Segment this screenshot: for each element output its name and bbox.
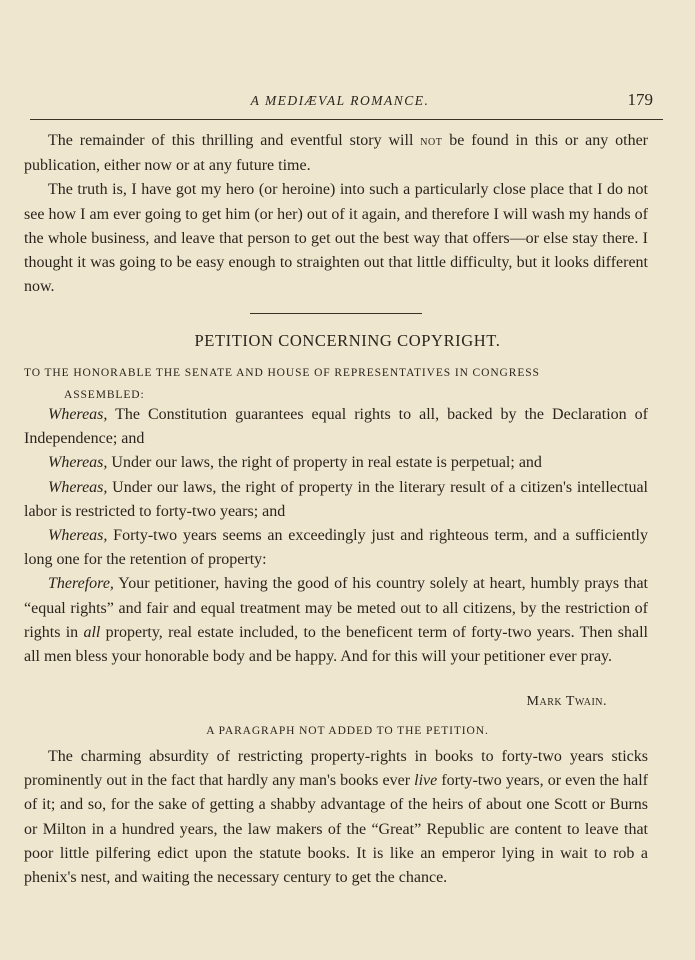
whereas-paragraph-4: Whereas, Forty-two years seems an exceedingly just and righteous term, and a sufficiently long one for the retention of property:: [24, 527, 648, 569]
page-header: [0, 92, 695, 114]
address-line-2: ASSEMBLED:: [64, 389, 145, 401]
whereas-paragraph-2: Whereas, Under our laws, the right of property in real estate is perpetual; and: [48, 454, 542, 472]
petition-address: [24, 362, 648, 406]
signature: Mark Twain.: [526, 694, 607, 709]
afterword-subhead: A PARAGRAPH NOT ADDED TO THE PETITION.: [206, 725, 489, 737]
afterword-paragraph: The charming absurdity of restricting property-rights in books to forty-two years sticks prominently out in the fact that hardly any man's books ever live forty-two years, or even the half of it; and so, for the sake of getting a shabby advantage of the heirs of about one Scott or Burns or Milton in a hundred years, the law makers of the “Great” Republic are content to leave that poor little pilfering edict upon the statute books. It is like an emperor lying in wait to rob a phenix's nest, and waiting the necessary century to get the chance.: [24, 748, 648, 887]
whereas-paragraph-3: Whereas, Under our laws, the right of property in the literary result of a citizen's intellectual labor is restricted to forty-two years; and: [24, 478, 648, 520]
whereas-paragraph-1: Whereas, The Constitution guarantees equal rights to all, backed by the Declaration of Independence; and: [24, 406, 648, 448]
address-line-1: TO THE HONORABLE THE SENATE AND HOUSE OF REPRESENTATIVES IN CONGRESS: [24, 367, 540, 379]
romance-paragraph-2: The truth is, I have got my hero (or heroine) into such a particularly close place that I do not see how I am ever going to get him (or her) out of it again, and therefore I will wash my hands of the whole business, and leave that person to get out the best way that offers—or else stay there. I thought it was going to be easy enough to straighten out that little difficulty, but it looks different now.: [24, 181, 648, 296]
header-rule: [30, 119, 663, 120]
romance-paragraph-1: The remainder of this thrilling and eventful story will not be found in this or any other publication, either now or at any future time.: [24, 132, 648, 175]
afterword-body: [24, 745, 648, 890]
running-head: A MEDIÆVAL ROMANCE.: [250, 93, 430, 108]
section-divider: [250, 313, 422, 314]
petition-body: [24, 403, 648, 669]
emphasis-not: not: [420, 134, 443, 149]
therefore-paragraph: Therefore, Your petitioner, having the good of his country solely at heart, humbly prays that “equal rights” and fair and equal treatment may be meted out to all citizens, by the restriction of rights in all property, real estate included, to the beneficent term of forty-two years. Then shall all men bless your honorable body and be happy. And for this will your petitioner ever pray.: [24, 575, 648, 666]
romance-ending: [24, 129, 648, 299]
page-number: 179: [627, 90, 653, 109]
petition-title: PETITION CONCERNING COPYRIGHT.: [194, 331, 501, 350]
